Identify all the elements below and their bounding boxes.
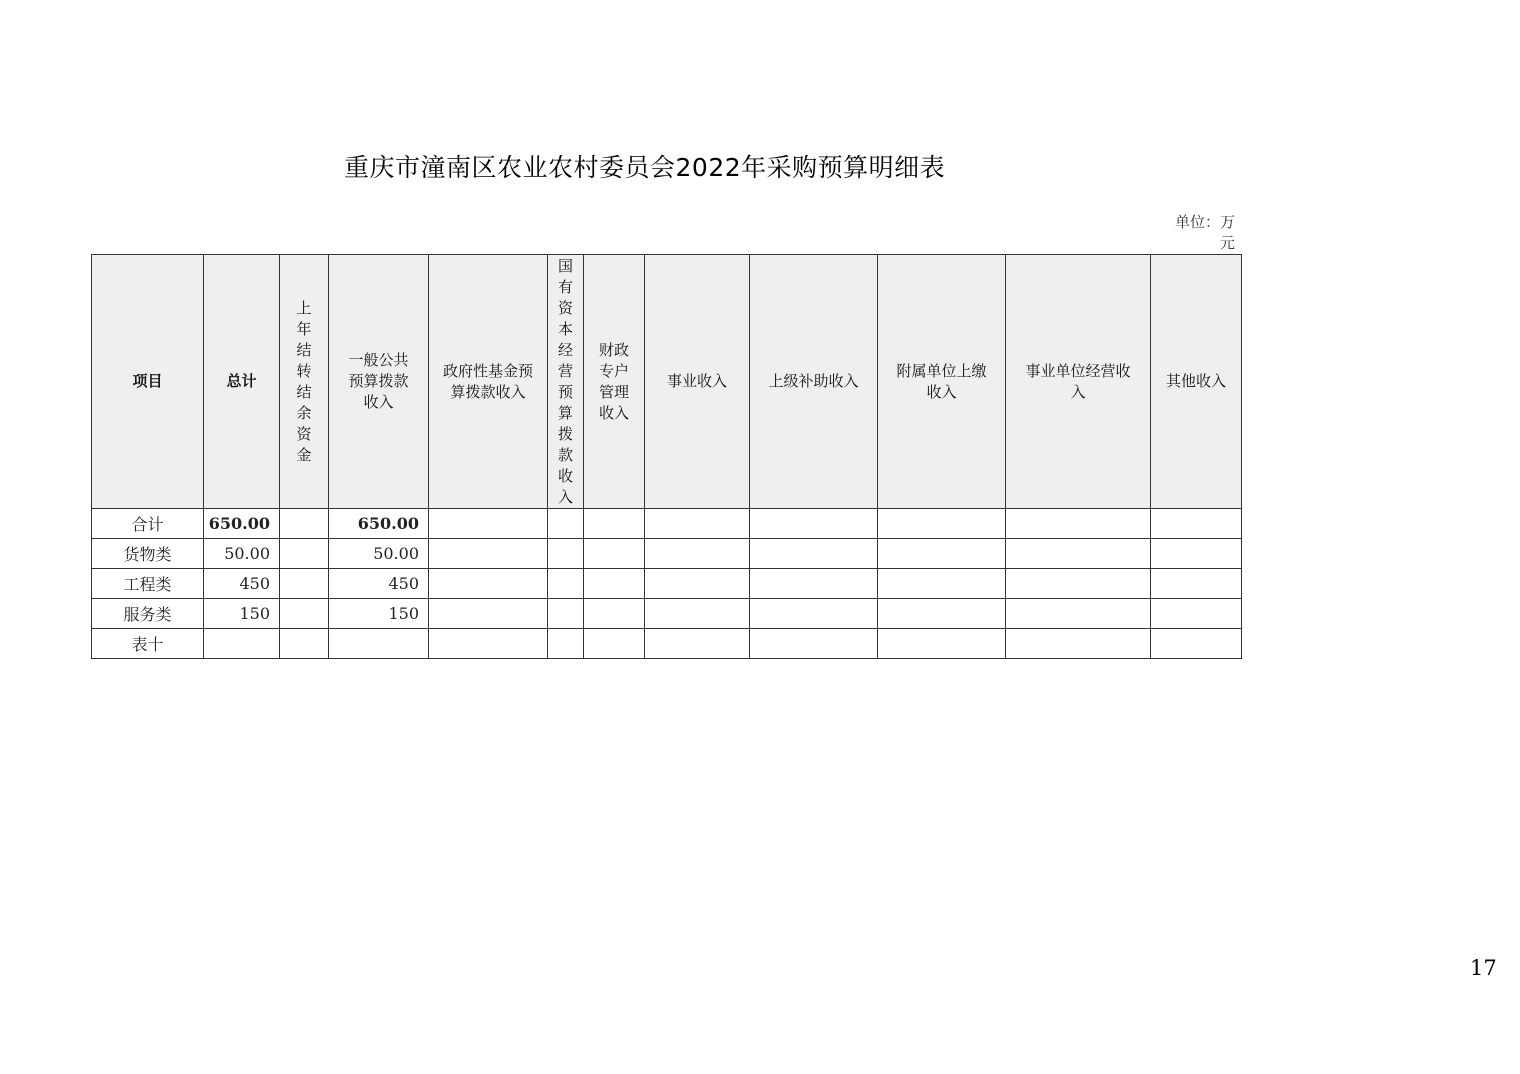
header-general-public-budget: 一般公共预算拨款收入 [329,255,429,509]
table-header-row [92,255,1242,509]
page-title: 重庆市潼南区农业农村委员会2022年采购预算明细表 [344,153,946,182]
row-label: 服务类 [92,599,204,629]
cell [1151,599,1242,629]
cell-general-budget: 50.00 [329,539,429,569]
table-row [92,569,1242,599]
cell-total: 150 [204,599,280,629]
cell [584,569,645,599]
cell [584,629,645,659]
cell [1151,509,1242,539]
header-gov-fund-budget: 政府性基金预算拨款收入 [429,255,548,509]
cell [429,539,548,569]
cell [204,629,280,659]
header-affiliated-unit-income: 附属单位上缴收入 [878,255,1006,509]
cell [878,569,1006,599]
cell [1006,629,1151,659]
cell [1151,569,1242,599]
table-row [92,509,1242,539]
row-label: 工程类 [92,569,204,599]
cell [878,599,1006,629]
cell [645,629,750,659]
unit-label: 单位：万元 [1174,213,1235,252]
cell [878,509,1006,539]
cell [645,539,750,569]
cell [1151,539,1242,569]
cell [750,599,878,629]
header-superior-subsidy: 上级补助收入 [750,255,878,509]
table-row [92,599,1242,629]
header-carryover-funds: 上年结转结余资金 [280,255,329,509]
header-state-capital-budget: 国有资本经营预算拨款收入 [548,255,584,509]
cell [750,539,878,569]
cell [1006,539,1151,569]
cell [878,539,1006,569]
cell [548,539,584,569]
cell-general-budget: 650.00 [329,509,429,539]
table-row [92,629,1242,659]
cell [750,509,878,539]
cell [548,509,584,539]
cell [429,509,548,539]
cell [280,629,329,659]
cell [280,509,329,539]
cell [645,599,750,629]
cell [584,509,645,539]
cell [548,599,584,629]
cell [429,629,548,659]
header-business-income: 事业收入 [645,255,750,509]
cell [280,599,329,629]
cell [1006,599,1151,629]
cell [548,569,584,599]
header-fiscal-special-account: 财政专户管理收入 [584,255,645,509]
cell [280,569,329,599]
row-label: 合计 [92,509,204,539]
cell [548,629,584,659]
cell [584,599,645,629]
cell [750,569,878,599]
cell [645,509,750,539]
header-total: 总计 [204,255,280,509]
row-label: 货物类 [92,539,204,569]
cell-total: 650.00 [204,509,280,539]
cell [750,629,878,659]
cell-total: 50.00 [204,539,280,569]
cell [878,629,1006,659]
cell [280,539,329,569]
header-other-income: 其他收入 [1151,255,1242,509]
cell [329,629,429,659]
header-project: 项目 [92,255,204,509]
cell [645,569,750,599]
header-business-operating-income: 事业单位经营收入 [1006,255,1151,509]
cell-general-budget: 450 [329,569,429,599]
cell-general-budget: 150 [329,599,429,629]
cell-total: 450 [204,569,280,599]
cell [429,599,548,629]
cell [584,539,645,569]
page-number: 17 [1470,956,1497,980]
cell [1006,569,1151,599]
budget-table [91,254,1242,659]
cell [1151,629,1242,659]
row-label: 表十 [92,629,204,659]
table-row [92,539,1242,569]
cell [1006,509,1151,539]
cell [429,569,548,599]
